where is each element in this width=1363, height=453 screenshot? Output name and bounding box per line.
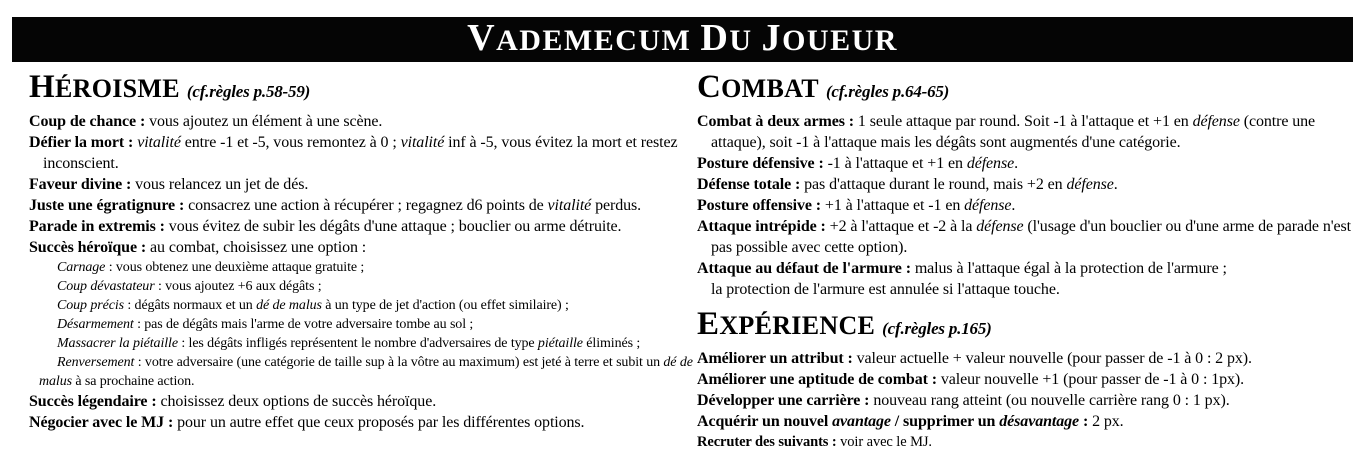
text-segment: dé de malus — [39, 355, 693, 389]
text-segment: . — [1011, 197, 1016, 214]
sub-rule-item — [39, 258, 695, 277]
text-segment: choisissez deux options de succès héroïque. — [160, 393, 437, 410]
rule-item — [697, 174, 1355, 195]
text-segment: inf à -5, vous évitez la mort et restez inconscient. — [43, 134, 678, 172]
text-segment: défense — [1192, 113, 1240, 130]
text-segment: 1 seule attaque par round. Soit -1 à l'attaque et +1 en — [857, 113, 1193, 130]
text-segment: Désarmement — [57, 317, 134, 332]
initial-letter: J — [761, 17, 783, 59]
text-segment: . — [1014, 155, 1018, 172]
section-header — [29, 69, 695, 108]
rule-item — [29, 174, 695, 195]
text-segment: éliminés ; — [582, 336, 641, 351]
rule-item — [697, 348, 1355, 369]
text-segment: avantage — [832, 413, 891, 430]
text-segment: vitalité — [547, 197, 592, 214]
section-page-ref: (cf.règles p.165) — [882, 319, 992, 338]
text-segment: / supprimer un — [890, 413, 1000, 430]
text-segment: Posture offensive : — [697, 197, 825, 214]
text-segment: (contre une attaque), soit -1 à l'attaque mais les dégâts sont augmentés d'une catégorie. — [711, 113, 1316, 151]
text-segment: Attaque intrépide : — [697, 218, 830, 235]
text-segment: au combat, choisissez une option : — [150, 239, 367, 256]
text-segment: défense — [1066, 176, 1114, 193]
text-segment: Améliorer un attribut : — [697, 350, 857, 367]
text-segment: Coup de chance : — [29, 113, 150, 130]
text-segment: Acquérir un nouvel — [697, 413, 833, 430]
text-segment: Juste une égratignure : — [29, 197, 189, 214]
text-segment: vous relancez un jet de dés. — [135, 176, 309, 193]
text-segment: Développer une carrière : — [697, 392, 874, 409]
text-segment: défense — [964, 197, 1012, 214]
section-heroisme — [29, 69, 695, 433]
text-segment: . — [1113, 176, 1118, 193]
text-segment: Succès légendaire : — [29, 393, 161, 410]
right-column — [697, 69, 1355, 453]
text-segment: Attaque au défaut de l'armure : — [697, 260, 915, 277]
text-segment: Parade in extremis : — [29, 218, 169, 235]
page-title: VADEMECUM DU JOUEUR — [467, 17, 898, 59]
text-segment: +2 à l'attaque et -2 à la — [829, 218, 977, 235]
text-segment: (l'usage d'un bouclier ou d'une arme de parade n'est pas possible avec cette option). — [711, 218, 1351, 256]
text-segment: la protection de l'armure est annulée si l'attaque touche. — [711, 281, 1060, 298]
text-segment: Coup dévastateur — [57, 279, 155, 294]
text-segment: valeur nouvelle +1 (pour passer de -1 à 0 : 1px). — [940, 371, 1245, 388]
rule-item — [29, 111, 695, 132]
rule-item — [29, 412, 695, 433]
text-segment: dé de malus — [256, 298, 322, 313]
text-segment: pour un autre effet que ceux proposés par les différentes options. — [177, 414, 585, 431]
initial-letter: V — [467, 17, 497, 59]
text-segment: vous ajoutez un élément à une scène. — [149, 113, 383, 130]
text-segment: : vous obtenez une deuxième attaque gratuite ; — [105, 260, 365, 275]
sub-rule-item — [39, 296, 695, 315]
section-header — [697, 306, 1355, 345]
rule-item — [697, 432, 1355, 453]
text-segment: Défense totale : — [697, 176, 805, 193]
rule-item — [697, 195, 1355, 216]
initial-letter: H — [29, 69, 55, 105]
text-segment: pas d'attaque durant le round, mais +2 en — [804, 176, 1067, 193]
sub-rule-item — [39, 353, 695, 391]
text-segment: Massacrer la piétaille — [57, 336, 178, 351]
rule-item — [697, 369, 1355, 390]
text-segment: nouveau rang atteint (ou nouvelle carrière rang 0 : 1 px). — [873, 392, 1230, 409]
left-column — [29, 69, 695, 433]
initial-letter: E — [697, 306, 720, 342]
initial-letter: D — [700, 17, 730, 59]
text-segment: perdus. — [591, 197, 642, 214]
text-segment: Carnage — [57, 260, 106, 275]
text-segment: Combat à deux armes : — [697, 113, 858, 130]
text-segment: Faveur divine : — [29, 176, 136, 193]
text-segment: vitalité — [400, 134, 445, 151]
rule-item — [697, 216, 1355, 258]
rule-item — [29, 195, 695, 216]
text-segment: vous évitez de subir les dégâts d'une attaque ; bouclier ou arme détruite. — [168, 218, 622, 235]
sub-rule-item — [39, 334, 695, 353]
text-segment: défense — [976, 218, 1024, 235]
section-experience — [697, 306, 1355, 453]
text-segment: à un type de jet d'action (ou effet similaire) ; — [321, 298, 569, 313]
title-banner — [12, 17, 1353, 62]
text-segment: désavantage — [999, 413, 1080, 430]
text-segment: consacrez une action à récupérer ; regagnez d6 points de — [188, 197, 548, 214]
rule-item — [29, 132, 695, 174]
rule-item — [29, 391, 695, 412]
text-segment: Succès héroïque : — [29, 239, 151, 256]
rule-item — [697, 390, 1355, 411]
section-page-ref: (cf.règles p.58-59) — [186, 82, 311, 101]
rule-item — [697, 411, 1355, 432]
text-segment: défense — [966, 155, 1015, 172]
text-segment: entre -1 et -5, vous remontez à 0 ; — [180, 134, 401, 151]
text-segment: valeur actuelle + valeur nouvelle (pour passer de -1 à 0 : 2 px). — [856, 350, 1252, 367]
text-segment: Coup précis — [57, 298, 124, 313]
text-segment: Posture défensive : — [697, 155, 828, 172]
text-segment: Améliorer une aptitude de combat : — [697, 371, 941, 388]
rule-item — [29, 237, 695, 258]
section-combat — [697, 69, 1355, 300]
sub-rule-item — [39, 315, 695, 334]
text-segment: 2 px. — [1092, 413, 1124, 430]
text-segment: Défier la mort : — [29, 134, 138, 151]
text-segment: vitalité — [137, 134, 181, 151]
text-segment: +1 à l'attaque et -1 en — [824, 197, 965, 214]
text-segment: : votre adversaire (une catégorie de taille sup à la vôtre au maximum) est jeté à terre et subit un — [134, 355, 664, 370]
rule-item — [697, 153, 1355, 174]
text-segment: malus à l'attaque égal à la protection de l'armure ; — [914, 260, 1227, 277]
text-segment: à sa prochaine action. — [71, 374, 195, 389]
rule-item — [697, 258, 1355, 300]
text-segment: Recruter des suivants : — [697, 434, 841, 450]
rule-item — [29, 216, 695, 237]
text-segment: : les dégâts infligés représentent le nombre d'adversaires de type — [177, 336, 538, 351]
section-page-ref: (cf.règles p.64-65) — [825, 82, 950, 101]
section-heading: COMBAT — [697, 69, 819, 105]
text-segment: : dégâts normaux et un — [123, 298, 257, 313]
section-header — [697, 69, 1355, 108]
section-heading: EXPÉRIENCE — [697, 306, 876, 342]
sub-rule-item — [39, 277, 695, 296]
text-segment: Renversement — [57, 355, 135, 370]
text-segment: : vous ajoutez +6 aux dégâts ; — [154, 279, 322, 294]
initial-letter: C — [697, 69, 722, 105]
text-segment: : pas de dégâts mais l'arme de votre adversaire tombe au sol ; — [133, 317, 474, 332]
section-heading: HÉROISME — [29, 69, 180, 105]
text-segment: -1 à l'attaque et +1 en — [827, 155, 967, 172]
text-segment: : — [1079, 413, 1093, 430]
text-segment: Négocier avec le MJ : — [29, 414, 178, 431]
text-segment: voir avec le MJ. — [840, 434, 932, 450]
text-segment: piétaille — [537, 336, 583, 351]
rule-item — [697, 111, 1355, 153]
